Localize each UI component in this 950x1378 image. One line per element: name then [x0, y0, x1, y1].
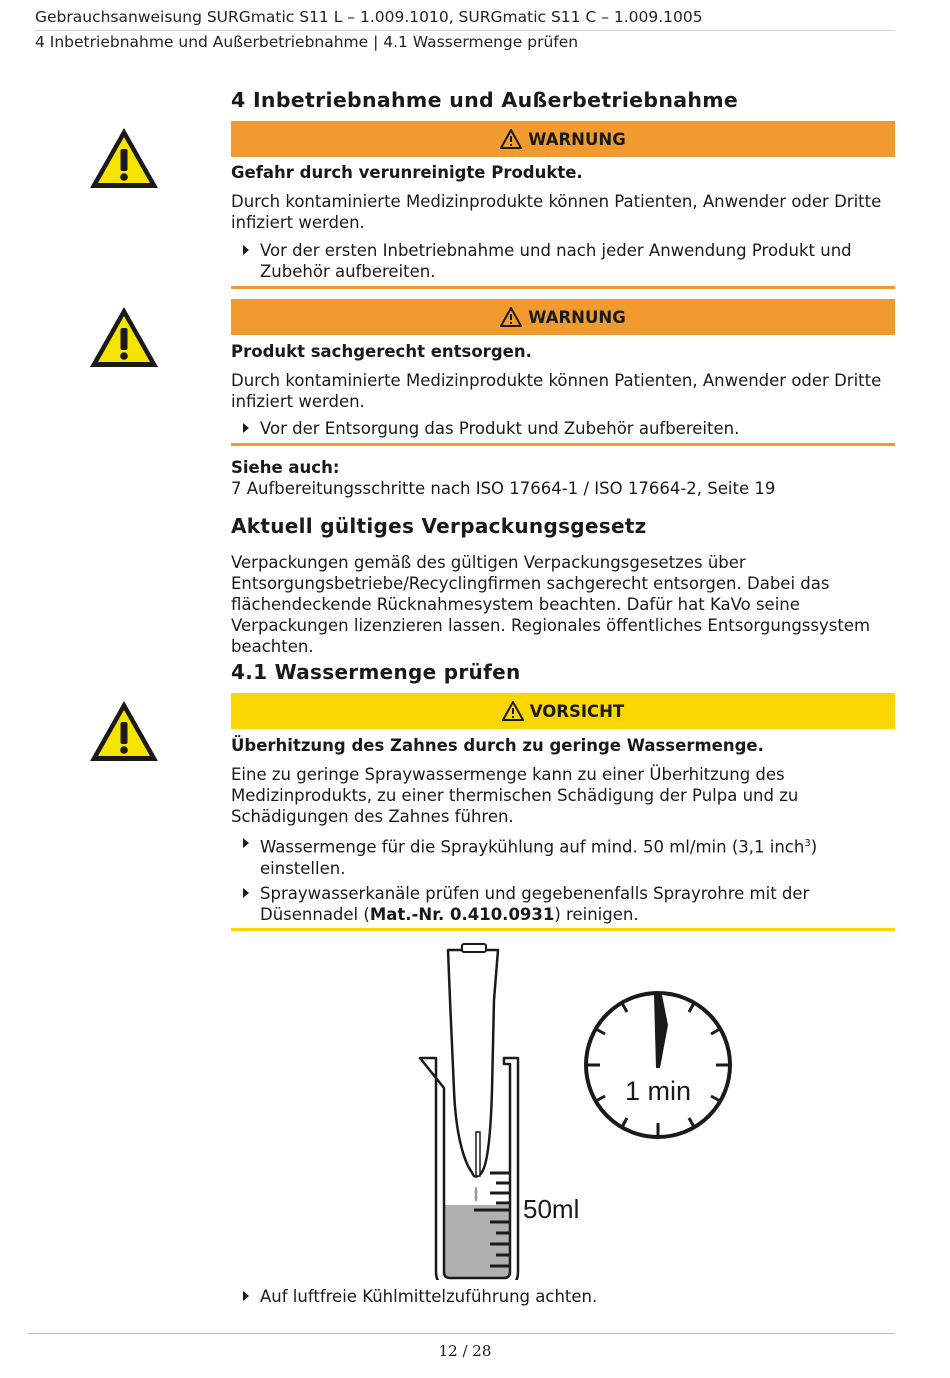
warning-triangle-icon: [87, 125, 161, 191]
bullet-arrow-icon: [243, 245, 249, 255]
list-item: [243, 240, 893, 282]
volume-label: 50ml: [523, 1194, 580, 1224]
bullet-arrow-icon: [243, 888, 249, 898]
list-item: [243, 883, 893, 925]
list-item-text: Spraywasserkanäle prüfen und gegebenenfalls Sprayrohre mit der Düsennadel (Mat.-Nr. 0.410.0931) reinigen.: [260, 884, 810, 924]
list-item-text: Vor der Entsorgung das Produkt und Zubehör aufbereiten.: [260, 419, 740, 438]
packaging-title: Aktuell gültiges Verpackungsgesetz: [231, 514, 647, 538]
warning-small-icon: [500, 307, 522, 327]
page-number: 12 / 28: [438, 1342, 492, 1360]
warning-bar: [231, 121, 895, 157]
see-also-link[interactable]: 7 Aufbereitungsschritte nach ISO 17664-1 / ISO 17664-2, Seite 19: [231, 479, 776, 498]
water-measurement-illustration: [410, 940, 750, 1280]
list-item-text: Vor der ersten Inbetriebnahme und nach jeder Anwendung Produkt und Zubehör aufbereiten.: [260, 241, 852, 281]
warning-end-rule: [231, 286, 895, 289]
timer-icon: [586, 993, 730, 1137]
list-item-text: Wassermenge für die Spraykühlung auf mind. 50 ml/min (3,1 inch$^3$) einstellen.: [260, 837, 818, 878]
warning-heading: Gefahr durch verunreinigte Produkte.: [231, 163, 583, 182]
warning-triangle-icon: [87, 304, 161, 370]
list-item: [243, 833, 893, 879]
list-item: [243, 1286, 893, 1307]
timer-label: 1 min: [624, 1076, 692, 1106]
warning-small-icon: [500, 129, 522, 149]
header-divider: [35, 30, 895, 31]
see-also-label: Siehe auch:: [231, 458, 340, 477]
warning-label: WARNUNG: [528, 307, 626, 327]
bullet-arrow-icon: [243, 423, 249, 433]
bullet-arrow-icon: [243, 1291, 249, 1301]
list-item: [243, 418, 893, 439]
warning-label: WARNUNG: [528, 129, 626, 149]
caution-end-rule: [231, 928, 895, 931]
breadcrumb: 4 Inbetriebnahme und Außerbetriebnahme | 4.1 Wassermenge prüfen: [35, 33, 579, 51]
caution-heading: Überhitzung des Zahnes durch zu geringe Wassermenge.: [231, 736, 764, 755]
handpiece-icon: [448, 944, 498, 1202]
caution-bar: [231, 693, 895, 729]
warning-end-rule: [231, 443, 895, 446]
footer-divider: [28, 1333, 895, 1334]
caution-label: VORSICHT: [529, 701, 625, 721]
warning-bar: [231, 299, 895, 335]
packaging-text: Verpackungen gemäß des gültigen Verpackungsgesetzes über Entsorgungsbetriebe/Recyclingfirmen sachgerecht entsorgen. Dabei das flächendeckende Rücknahmesystem beachten. Dafür hat KaVo seine Verpackungen lizenzieren lassen. Regionales öffentliches Entsorgungssystem beachten.: [231, 553, 871, 656]
warning-text: Durch kontaminierte Medizinprodukte können Patienten, Anwender oder Dritte infiziert werden.: [231, 192, 882, 232]
list-item-text: Auf luftfreie Kühlmittelzuführung achten.: [260, 1287, 598, 1306]
warning-small-icon: [502, 701, 524, 721]
document-title: Gebrauchsanweisung SURGmatic S11 L – 1.009.1010, SURGmatic S11 C – 1.009.1005: [35, 8, 703, 26]
bullet-arrow-icon: [243, 838, 249, 848]
warning-triangle-icon: [87, 698, 161, 764]
caution-text: Eine zu geringe Spraywassermenge kann zu einer Überhitzung des Medizinprodukts, zu einer thermischen Schädigung der Pulpa und zu Schädigungen des Zahnes führen.: [231, 765, 799, 826]
subsection-title: 4.1 Wassermenge prüfen: [231, 660, 521, 684]
section-title: 4 Inbetriebnahme und Außerbetriebnahme: [231, 88, 739, 112]
warning-text: Durch kontaminierte Medizinprodukte können Patienten, Anwender oder Dritte infiziert werden.: [231, 371, 882, 411]
warning-heading: Produkt sachgerecht entsorgen.: [231, 342, 532, 361]
